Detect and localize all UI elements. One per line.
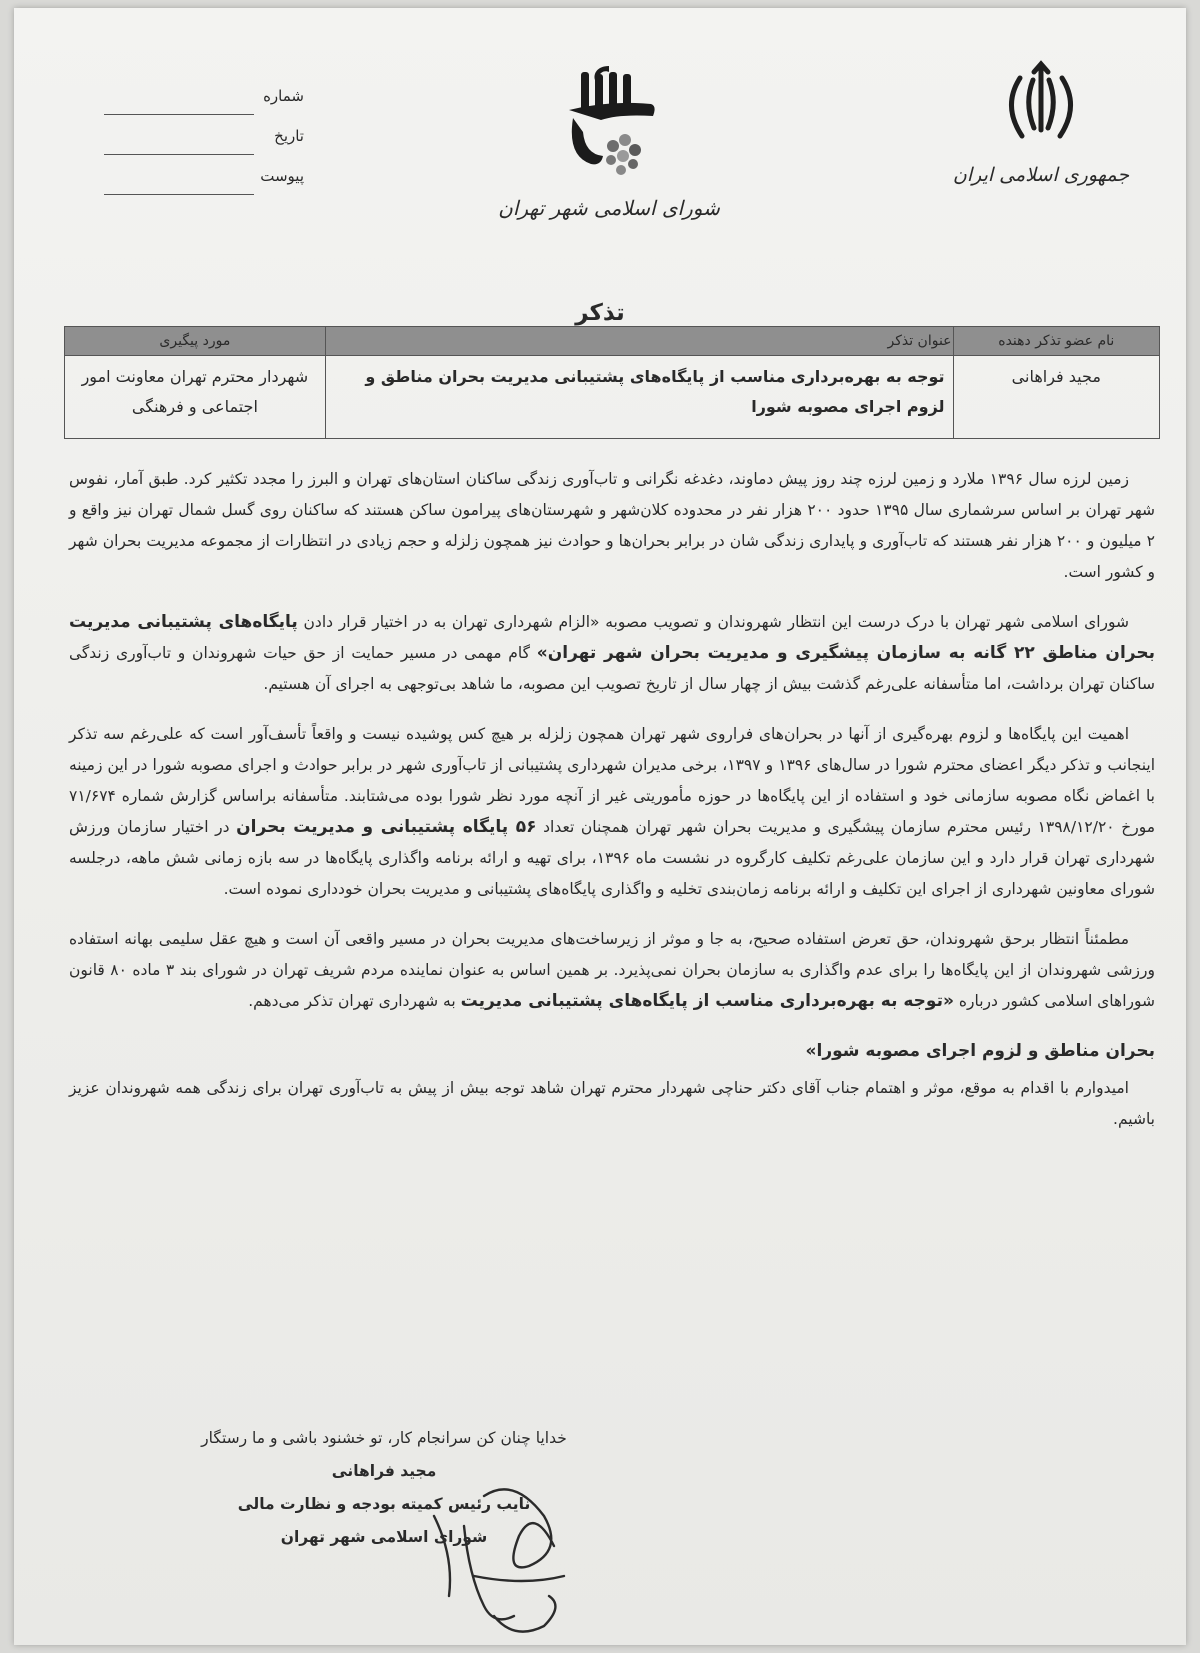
header-author: نام عضو تذکر دهنده — [953, 327, 1159, 356]
document-title: تذکر — [575, 300, 625, 326]
body-paragraph-1: زمین لرزه سال ۱۳۹۶ ملارد و زمین لرزه چند روز پیش دماوند، دغدغه نگرانی و تاب‌آوری زندگی ساکنان استان‌های تهران و البرز را مجدد تکثیر کرد. طبق آمار، نفوس شهر تهران بر اساس سرشماری سال ۱۳۹۵ حدود ۲۰۰ هزار نفر در محدوده کلان‌شهر و شهرستان‌های پیرامون ساکن هستند که ساکنان روی گسل شمال تهران نیز واقع و ۲ میلیون و ۲۰۰ هزار نفر هستند که تاب‌آوری و پایداری زندگی شان در برابر بحران‌ها و حوادث نیز همچون زلزله و حجم زیادی در انتظارات از مجموعه مدیریت بحران شهر و کشور است. — [69, 470, 1155, 581]
meta-number-label: شماره — [263, 87, 304, 105]
signer-name: مجید فراهانی — [331, 1462, 437, 1480]
document-sheet — [14, 8, 1186, 1645]
body-p3-text-a: اهمیت این پایگاه‌ها و لزوم بهره‌گیری از آنها در بحران‌های فراروی شهر تهران همچون زلزله بر هیچ کس پوشیده نیست و واقعاً تأسف‌آور است که علی‌رغم سه تذکر اینجانب و تذکر دیگر اعضای محترم شورا در سال‌های ۱۳۹۶ و ۱۳۹۷، برخی مدیران شهرداری پشتیبانی از تاب‌آوری شهر در برابر حوادث و اجرای مصوبه شورا در این زمینه با اغماض نگاه مصوبه سازمانی خود و استفاده از این پایگاه‌ها در حوزه مأموریتی غیر از آنچه مورد نظر شورا بوده می‌شتابند. متأسفانه براساس گزارش شماره ۷۱/۶۷۴ مورخ ۱۳۹۸/۱۲/۲۰ رئیس محترم سازمان پیشگیری و مدیریت بحران شهر تهران همچنان تعداد — [69, 725, 1156, 836]
meta-date-label: تاریخ — [274, 127, 304, 145]
info-table-header-row — [65, 327, 1160, 356]
recipient-cell: شهردار محترم تهران معاونت امور اجتماعی و فرهنگی — [65, 356, 326, 439]
body-p4-text-c: به شهرداری تهران تذکر می‌دهم. — [248, 992, 456, 1010]
body-p2-text-a: شورای اسلامی شهر تهران با درک درست این انتظار شهروندان و تصویب مصوبه «الزام شهرداری تهران به در اختیار قرار دادن — [303, 613, 1129, 631]
meta-attachment-line — [104, 194, 254, 195]
body-paragraph-4 — [69, 924, 1155, 1017]
meta-number-line — [104, 114, 254, 115]
meta-number-row — [214, 76, 304, 116]
body-p4-emphasis: «توجه به بهره‌برداری مناسب از پایگاه‌های پشتیبانی مدیریت — [460, 991, 954, 1011]
body-p3-emphasis: ۵۶ پایگاه پشتیبانی و مدیریت بحران — [236, 817, 537, 837]
author-cell: مجید فراهانی — [953, 356, 1159, 439]
council-logo-block — [494, 60, 724, 220]
body-p3-text-c: در اختیار سازمان ورزش شهرداری تهران قرار دارد و این سازمان علی‌رغم تکلیف کارگروه در نشست ماه ۱۳۹۶، برای تهیه و ارائه برنامه واگذاری پایگاه‌ها در سه بازه زمانی شش ماهه، درجلسه شورای معاونین شهرداری از اجرای این تکلیف و ارائه برنامه زمان‌بندی تخلیه و واگذاری پایگاه‌های پشتیبانی و مدیریت بحران خودداری نموده است. — [69, 818, 1156, 898]
national-emblem-icon — [996, 58, 1086, 148]
body-closing-emphasis: بحران مناطق و لزوم اجرای مصوبه شورا» — [805, 1041, 1155, 1061]
body-p4-text-a: مطمئناً انتظار برحق شهروندان، حق تعرض استفاده صحیح، به جا و موثر از زیرساخت‌های مدیریت بحران در مسیر واقعی آن است و هیچ عقل سلیمی بهانه استفاده ورزشی شهروندان از این پایگاه‌ها را برای عدم واگذاری به سازمان بحران نمی‌پذیرد. بر همین اساس به عنوان نماینده مردم شریف تهران در شورای بند ۳ ماده ۸۰ قانون شوراهای اسلامی کشور درباره — [69, 930, 1155, 1010]
handwritten-signature — [314, 1456, 614, 1645]
signer-title-1: نایب رئیس کمیته بودجه و نظارت مالی — [237, 1495, 531, 1513]
info-table — [64, 326, 1160, 439]
emblem-caption: جمهوری اسلامی ایران — [952, 164, 1130, 186]
body-p2-emphasis: پایگاه‌های پشتیبانی مدیریت بحران مناطق ۲۲ گانه به سازمان پیشگیری و مدیریت بحران شهر تهران» — [69, 612, 1155, 663]
header-subject: عنوان تذکر — [325, 327, 953, 356]
info-table-row — [65, 356, 1160, 439]
signer-title-2: شورای اسلامی شهر تهران — [280, 1528, 488, 1546]
body-paragraph-2 — [69, 607, 1155, 700]
letter-body — [69, 464, 1155, 1154]
body-p2-text-c: گام مهمی در مسیر حمایت از حق حیات شهروندان و تاب‌آوری زندگی ساکنان تهران برداشت، اما متأسفانه علی‌رغم گذشت بیش از چهار سال از تاریخ تصویب این مصوبه، ما شاهد بی‌توجهی به اجرای آن هستیم. — [69, 644, 1155, 693]
meta-date-row — [214, 116, 304, 156]
meta-date-line — [104, 154, 254, 155]
council-caption: شورای اسلامی شهر تهران — [498, 196, 720, 220]
signature-poem: خدایا چنان کن سرانجام کار، تو خشنود باشی و ما رستگار — [201, 1429, 567, 1447]
council-logo-icon — [539, 60, 679, 190]
national-emblem-block — [946, 58, 1136, 186]
meta-attachment-row — [214, 156, 304, 196]
meta-attachment-label: پیوست — [260, 167, 304, 185]
letter-meta — [214, 76, 304, 196]
body-paragraph-3 — [69, 719, 1155, 905]
header-recipient: مورد پیگیری — [65, 327, 326, 356]
body-paragraph-5: امیدوارم با اقدام به موقع، موثر و اهتمام جناب آقای دکتر حناچی شهردار محترم تهران شاهد توجه بیش از پیش به تاب‌آوری تهران برای زندگی همه شهروندان عزیز باشیم. — [69, 1079, 1155, 1128]
subject-cell: توجه به بهره‌برداری مناسب از پایگاه‌های پشتیبانی مدیریت بحران مناطق و لزوم اجرای مصوبه شورا — [325, 356, 953, 439]
